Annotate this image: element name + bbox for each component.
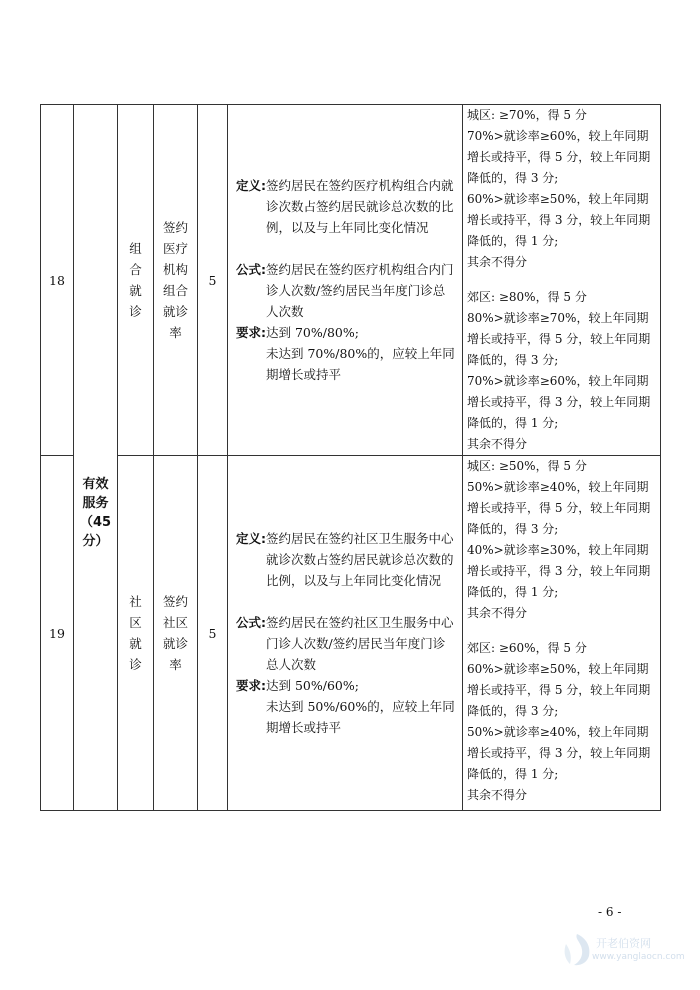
category-cell: 有效 服务 （45 分） — [74, 105, 118, 811]
row-number: 19 — [41, 456, 74, 811]
metric-name: 签约 医疗 机构 组合 就诊 率 — [154, 105, 198, 456]
watermark: 开老伯资网 www.yanglaocn.com — [560, 932, 690, 972]
requirement-line: 未达到 50%/60%的，应较上年同期增长或持平 — [266, 699, 455, 735]
formula-text: 签约居民在签约社区卫生服务中心门诊人次数/签约居民当年度门诊总人次数 — [266, 615, 454, 672]
formula-label: 公式: — [236, 262, 266, 277]
description-cell — [228, 456, 463, 811]
urban-criteria: 城区: ≥50%，得 5 分 50%>就诊率≥40%，较上年同期增长或持平，得 5 分，较上年同期降低的，得 3 分; 40%>就诊率≥30%，较上年同期增长或持平，得 3 分，较上年同期降低的，得 1 分; 其余不得分 — [467, 459, 651, 620]
suburban-criteria: 郊区: ≥80%，得 5 分 80%>就诊率≥70%，较上年同期增长或持平，得 5 分，较上年同期降低的，得 3 分; 70%>就诊率≥60%，较上年同期增长或持平，得 3 分，较上年同期降低的，得 1 分; 其余不得分 — [467, 290, 651, 451]
points-value: 5 — [198, 456, 228, 811]
description-cell — [228, 105, 463, 456]
table-row — [41, 456, 661, 811]
definition-text: 签约居民在签约社区卫生服务中心就诊次数占签约居民就诊总次数的比例，以及与上年同比变化情况 — [266, 531, 454, 588]
scoring-criteria — [463, 105, 661, 456]
points-value: 5 — [198, 105, 228, 456]
requirement-label: 要求: — [236, 678, 266, 693]
definition-label: 定义: — [236, 531, 266, 546]
definition-label: 定义: — [236, 178, 266, 193]
table-row — [41, 105, 661, 456]
formula-label: 公式: — [236, 615, 266, 630]
page-number: - 6 - — [598, 905, 622, 919]
scoring-criteria — [463, 456, 661, 811]
metric-name: 签约 社区 就诊 率 — [154, 456, 198, 811]
suburban-criteria: 郊区: ≥60%，得 5 分 60%>就诊率≥50%，较上年同期增长或持平，得 5 分，较上年同期降低的，得 3 分; 50%>就诊率≥40%，较上年同期增长或持平，得 3 分，较上年同期降低的，得 1 分; 其余不得分 — [467, 641, 651, 802]
definition-text: 签约居民在签约医疗机构组合内就诊次数占签约居民就诊总次数的比例，以及与上年同比变化情况 — [266, 178, 454, 235]
scoring-table — [40, 104, 661, 811]
watermark-logo-icon — [560, 932, 594, 968]
requirement-line: 未达到 70%/80%的，应较上年同期增长或持平 — [266, 346, 455, 382]
requirement-line: 达到 50%/60%; — [266, 678, 359, 693]
requirement-label: 要求: — [236, 325, 266, 340]
requirement-line: 达到 70%/80%; — [266, 325, 359, 340]
indicator-name: 社 区 就 诊 — [118, 456, 154, 811]
formula-text: 签约居民在签约医疗机构组合内门诊人次数/签约居民当年度门诊总人次数 — [266, 262, 454, 319]
urban-criteria: 城区: ≥70%，得 5 分 70%>就诊率≥60%，较上年同期增长或持平，得 5 分，较上年同期降低的，得 3 分; 60%>就诊率≥50%，较上年同期增长或持平，得 3 分，较上年同期降低的，得 1 分; 其余不得分 — [467, 108, 651, 269]
row-number: 18 — [41, 105, 74, 456]
indicator-name: 组 合 就 诊 — [118, 105, 154, 456]
